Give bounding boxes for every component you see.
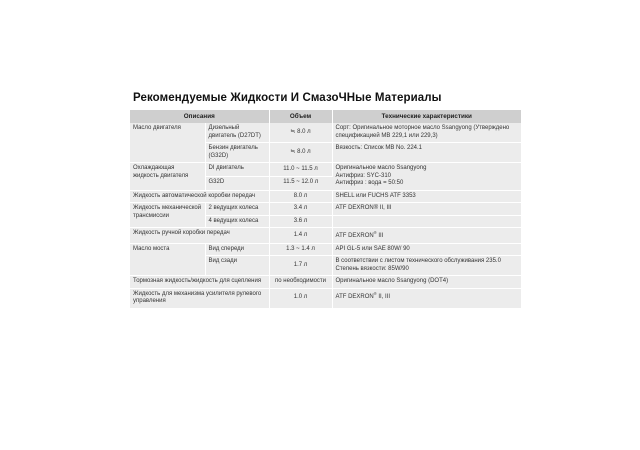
transfer-spec-tail: III <box>376 233 384 239</box>
axle-rear-spec-line: В соответствии с листом технического обслуживания 235.0 <box>335 258 501 264</box>
page-title: Рекомендуемые Жидкости И СмазоЧНые Материалы <box>133 92 442 104</box>
engine-oil-petrol-volume: ≒ 8.0 л <box>269 143 332 163</box>
transfer-label: Жидкость ручной коробки передач <box>130 228 269 244</box>
axle-front-label: Вид спереди <box>205 243 269 256</box>
table-header-row <box>130 110 521 123</box>
engine-oil-diesel-spec: Сорт: Оригинальное моторное масло Ssangyong (Утверждено спецификацией MB 229,1 или 229,3) <box>332 123 521 143</box>
coolant-di-volume: 11.0 ~ 11.5 л <box>269 163 332 177</box>
steering-spec-tail: II, III <box>376 293 391 300</box>
coolant-spec <box>332 163 521 191</box>
coolant-di-label: DI двигатель <box>205 163 269 177</box>
registered-mark: ® <box>373 290 377 296</box>
coolant-label: Охлаждающая жидкость двигателя <box>130 163 205 191</box>
table-row <box>130 288 521 308</box>
engine-oil-petrol-label: Бензин двигатель (G32D) <box>205 143 269 163</box>
table-row <box>130 276 521 289</box>
table-row <box>130 123 521 143</box>
engine-oil-diesel-label: Дизельный двигатель (D27DT) <box>205 123 269 143</box>
axle-front-spec: API GL-5 или SAE 80W/ 90 <box>332 243 521 256</box>
manual-four-label: 4 ведущих колеса <box>205 215 269 228</box>
manual-four-volume: 3.6 л <box>269 215 332 228</box>
manual-label: Жидкость механической трансмиссии <box>130 203 205 228</box>
axle-label: Масло моста <box>130 243 205 276</box>
axle-rear-volume: 1.7 л <box>269 256 332 276</box>
steering-volume: 1.0 л <box>269 288 332 308</box>
table-row <box>130 163 521 177</box>
steering-spec <box>332 288 521 308</box>
manual-two-spec: ATF DEXRON® II, III <box>332 203 521 216</box>
coolant-g-volume: 11.5 ~ 12.0 л <box>269 176 332 190</box>
coolant-g-label: G32D <box>205 176 269 190</box>
atf-volume: 8.0 л <box>269 190 332 203</box>
manual-two-label: 2 ведущих колеса <box>205 203 269 216</box>
header-specs: Технические характеристики <box>332 110 521 123</box>
steering-spec-main: ATF DEXRON <box>335 293 374 300</box>
axle-rear-label: Вид сзади <box>205 256 269 276</box>
atf-spec: SHELL или FUCHS ATF 3353 <box>332 190 521 203</box>
transfer-spec-main: ATF DEXRON <box>335 233 374 239</box>
header-description: Описания <box>130 110 269 123</box>
axle-rear-spec-line: Степень вязкости: 85W/90 <box>335 265 409 272</box>
manual-four-spec <box>332 215 521 228</box>
manual-two-volume: 3.4 л <box>269 203 332 216</box>
axle-front-volume: 1.3 ~ 1.4 л <box>269 243 332 256</box>
registered-mark: ® <box>373 230 377 235</box>
table-row <box>130 203 521 216</box>
header-volume: Объем <box>269 110 332 123</box>
steering-label: Жидкость для механизма усилителя рулевого управления <box>130 288 269 308</box>
transfer-spec <box>332 228 521 244</box>
table-row <box>130 243 521 256</box>
transfer-volume: 1.4 л <box>269 228 332 244</box>
coolant-spec-line: Антифриз : вода = 50:50 <box>335 180 404 186</box>
coolant-spec-line: Антифриз: SYC-310 <box>335 172 391 179</box>
brake-label: Тормозная жидкость/жидкость для сцепления <box>130 276 269 289</box>
brake-volume: по необходимости <box>269 276 332 289</box>
engine-oil-diesel-volume: ≒ 8.0 л <box>269 123 332 143</box>
engine-oil-label: Масло двигателя <box>130 123 205 163</box>
table-row <box>130 190 521 203</box>
fluids-table <box>130 110 521 309</box>
axle-rear-spec <box>332 256 521 276</box>
table-row <box>130 228 521 244</box>
brake-spec: Оригинальное масло Ssangyong (DOT4) <box>332 276 521 289</box>
engine-oil-petrol-spec: Вязкость: Список MB No. 224.1 <box>332 143 521 163</box>
coolant-spec-line: Оригинальное масло Ssangyong <box>335 165 427 171</box>
atf-label: Жидкость автоматической коробки передач <box>130 190 269 203</box>
